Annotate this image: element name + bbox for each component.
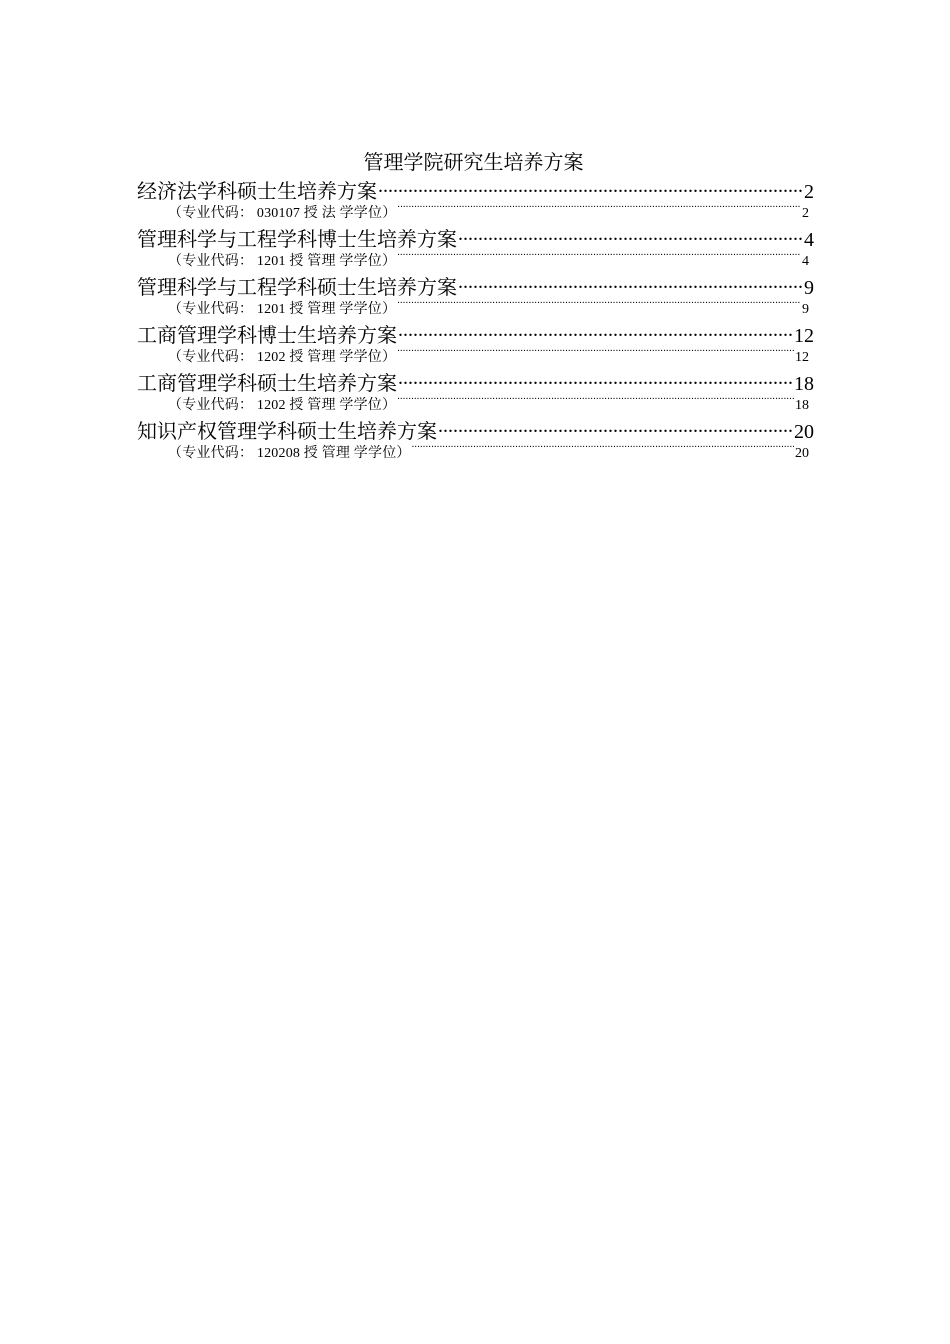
toc-subentry[interactable] xyxy=(137,202,814,226)
toc-subentry-page: 12 xyxy=(795,350,809,365)
toc-entry-title: 经济法学科硕士生培养方案 xyxy=(137,181,377,203)
table-of-contents xyxy=(137,148,814,466)
toc-subentry-page: 9 xyxy=(802,302,809,317)
toc-entry[interactable] xyxy=(137,418,814,442)
toc-subentry-text: （专业代码： 120208 授 管理 学学位） xyxy=(168,446,411,461)
dot-leader xyxy=(398,322,793,342)
dot-leader xyxy=(397,251,801,265)
toc-subentry[interactable] xyxy=(137,250,814,274)
dot-leader xyxy=(378,178,803,198)
toc-subentry-text: （专业代码： 1201 授 管理 学学位） xyxy=(168,254,397,269)
toc-entry-page: 4 xyxy=(804,229,814,251)
toc-entry-title: 工商管理学科硕士生培养方案 xyxy=(137,373,397,395)
toc-subentry-text: （专业代码： 1202 授 管理 学学位） xyxy=(168,350,397,365)
toc-subentry[interactable] xyxy=(137,346,814,370)
toc-entry-page: 2 xyxy=(804,181,814,203)
toc-entry-title: 管理科学与工程学科博士生培养方案 xyxy=(137,229,457,251)
toc-entry-title: 管理科学与工程学科硕士生培养方案 xyxy=(137,277,457,299)
toc-subentry-page: 2 xyxy=(802,206,809,221)
toc-subentry[interactable] xyxy=(137,298,814,322)
dot-leader xyxy=(412,443,794,457)
toc-subentry-page: 18 xyxy=(795,398,809,413)
toc-entry-page: 9 xyxy=(804,277,814,299)
toc-subentry-text: （专业代码： 030107 授 法 学学位） xyxy=(168,206,397,221)
toc-title: 管理学院研究生培养方案 xyxy=(363,152,584,174)
toc-entry-page: 18 xyxy=(794,373,814,395)
toc-subentry-text: （专业代码： 1201 授 管理 学学位） xyxy=(168,302,397,317)
dot-leader xyxy=(397,299,801,313)
toc-entry-title: 工商管理学科博士生培养方案 xyxy=(137,325,397,347)
toc-entry-title: 知识产权管理学科硕士生培养方案 xyxy=(137,421,437,443)
dot-leader xyxy=(398,370,793,390)
toc-subentry[interactable] xyxy=(137,442,814,466)
toc-subentry-page: 20 xyxy=(795,446,809,461)
dot-leader xyxy=(458,226,803,246)
toc-entry[interactable] xyxy=(137,370,814,394)
dot-leader xyxy=(397,203,801,217)
toc-entry-page: 12 xyxy=(794,325,814,347)
dot-leader xyxy=(397,347,794,361)
toc-subentry[interactable] xyxy=(137,394,814,418)
toc-entry[interactable] xyxy=(137,226,814,250)
dot-leader xyxy=(397,395,794,409)
dot-leader xyxy=(438,418,793,438)
toc-entry[interactable] xyxy=(137,178,814,202)
dot-leader xyxy=(458,274,803,294)
toc-entry[interactable] xyxy=(137,274,814,298)
toc-subentry-page: 4 xyxy=(802,254,809,269)
toc-entry-page: 20 xyxy=(794,421,814,443)
toc-entry[interactable] xyxy=(137,322,814,346)
toc-subentry-text: （专业代码： 1202 授 管理 学学位） xyxy=(168,398,397,413)
